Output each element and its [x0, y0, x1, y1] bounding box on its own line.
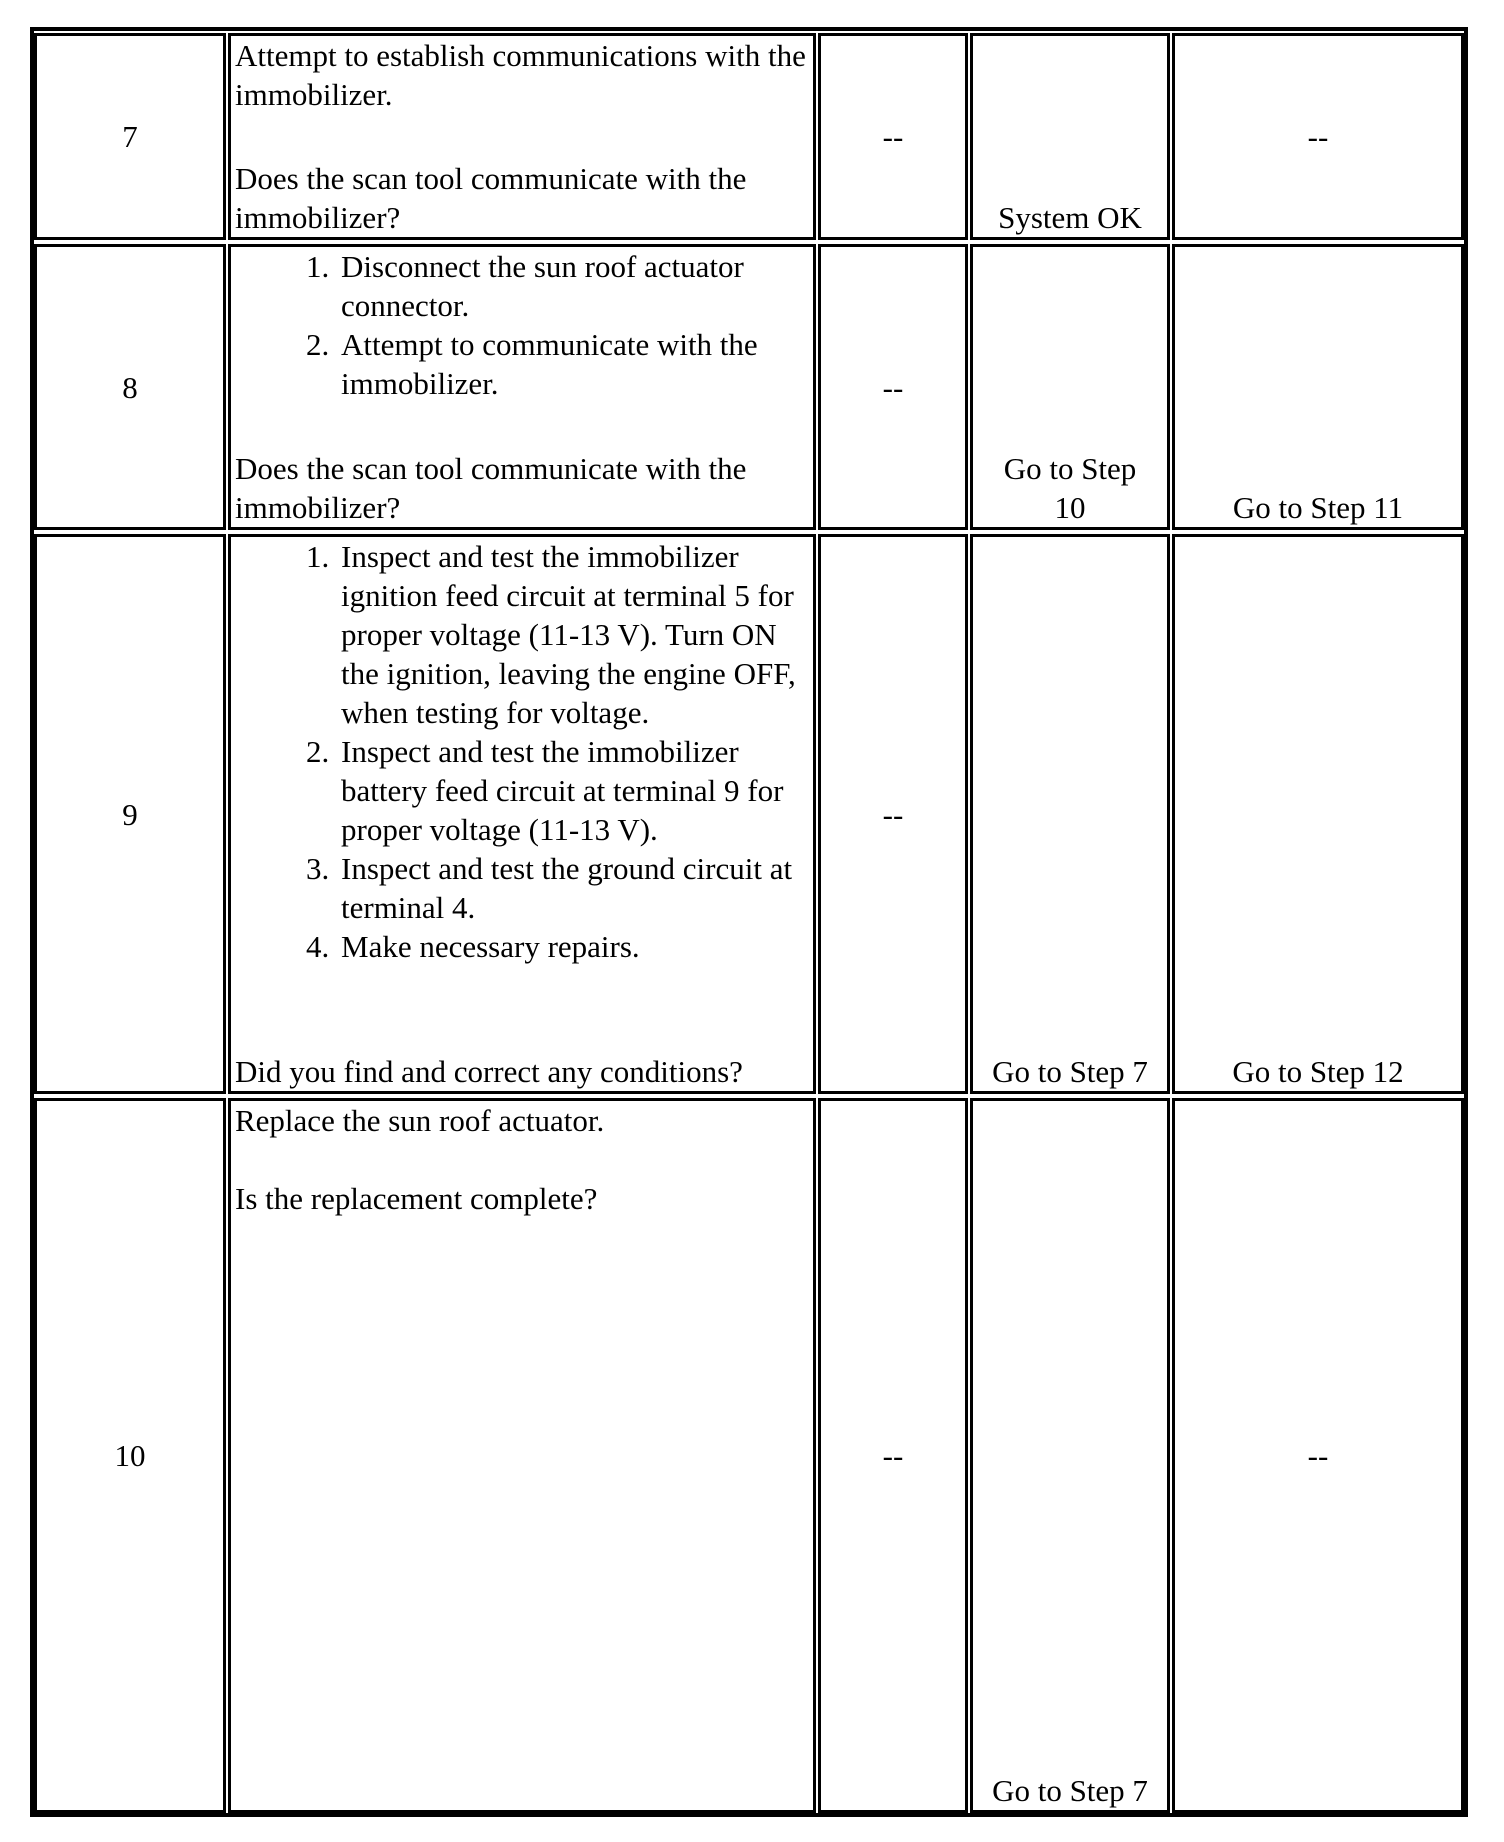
yes-result: System OK [970, 33, 1170, 240]
step-value: -- [818, 534, 968, 1094]
action-list [235, 537, 807, 966]
no-result: -- [1172, 33, 1464, 240]
action-item: 1. Disconnect the sun roof actuator connector. [337, 247, 807, 325]
action-item: 1. Inspect and test the immobilizer ignition feed circuit at terminal 5 for proper voltage (11-13 V). Turn ON the ignition, leaving the engine OFF, when testing for voltage. [337, 537, 807, 732]
action-question: Did you find and correct any conditions? [235, 1054, 743, 1089]
action-item: 4. Make necessary repairs. [337, 927, 807, 966]
step-action [228, 534, 816, 1094]
action-item: 3. Inspect and test the ground circuit at terminal 4. [337, 849, 807, 927]
step-action [228, 1098, 816, 1813]
step-action [228, 33, 816, 240]
yes-result: Go to Step 7 [970, 1098, 1170, 1813]
action-list [235, 247, 807, 403]
action-question: Does the scan tool communicate with the immobilizer? [235, 161, 747, 235]
step-action [228, 244, 816, 530]
step-number: 10 [34, 1098, 226, 1813]
step-value: -- [818, 244, 968, 530]
step-number: 7 [34, 33, 226, 240]
no-result: -- [1172, 1098, 1464, 1813]
step-number: 8 [34, 244, 226, 530]
yes-result: Go to Step 10 [970, 244, 1170, 530]
no-result: Go to Step 11 [1172, 244, 1464, 530]
action-text: Attempt to establish communications with the immobilizer. [235, 38, 806, 112]
action-item: 2. Inspect and test the immobilizer battery feed circuit at terminal 9 for proper voltage (11-13 V). [337, 732, 807, 849]
action-question: Is the replacement complete? [235, 1181, 598, 1216]
yes-result: Go to Step 7 [970, 534, 1170, 1094]
action-text: Replace the sun roof actuator. [235, 1103, 605, 1138]
step-value: -- [818, 1098, 968, 1813]
action-item: 2. Attempt to communicate with the immobilizer. [337, 325, 807, 403]
step-value: -- [818, 33, 968, 240]
action-question: Does the scan tool communicate with the immobilizer? [235, 451, 747, 525]
no-result: Go to Step 12 [1172, 534, 1464, 1094]
step-number: 9 [34, 534, 226, 1094]
